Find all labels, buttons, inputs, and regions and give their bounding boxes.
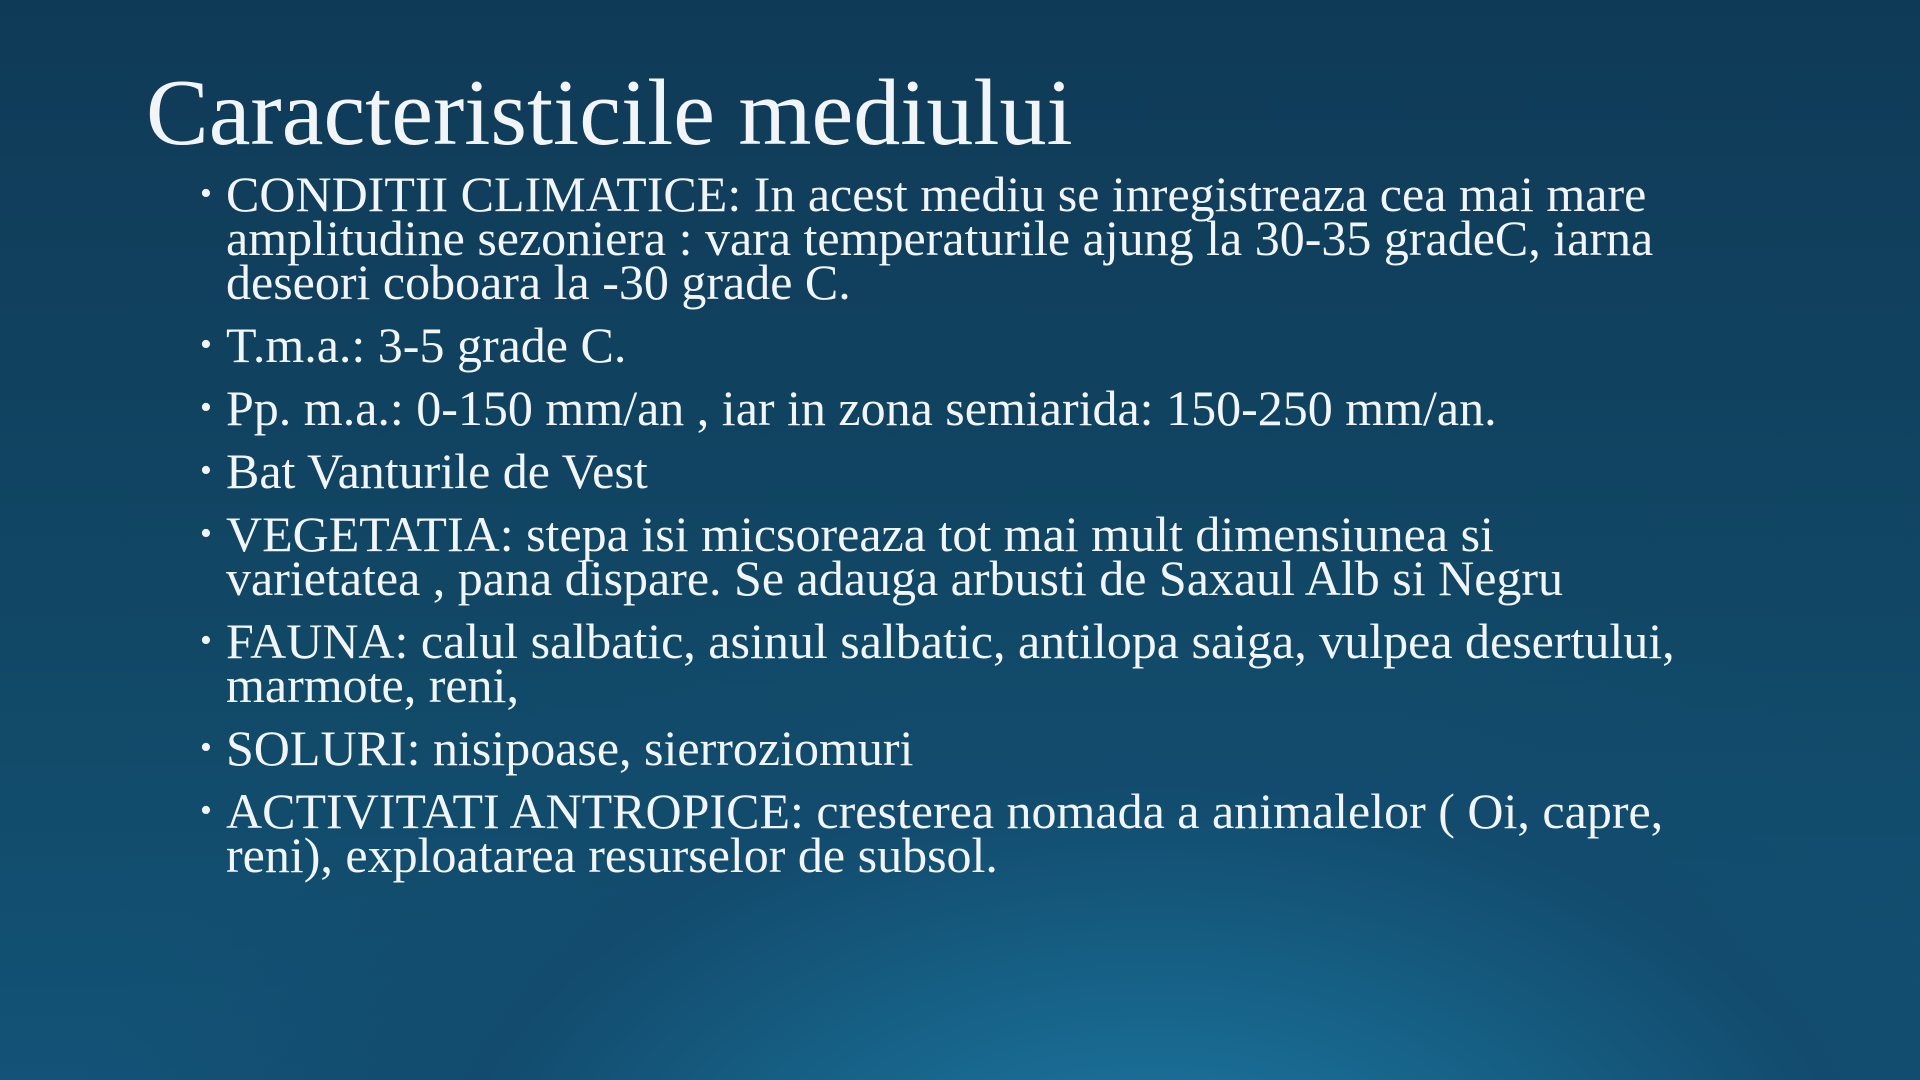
bullet-text-line: FAUNA: calul salbatic, asinul salbatic, antilopa saiga, vulpea desertului,: [226, 613, 1675, 669]
bullet-item: [200, 720, 1675, 776]
bullet-text-line: Bat Vanturile de Vest: [226, 443, 648, 499]
bullet-text-line: T.m.a.: 3-5 grade C.: [226, 317, 627, 373]
bullet-item: [200, 613, 1675, 713]
bullet-item: [200, 443, 1675, 499]
bullet-dot-icon: •: [200, 622, 212, 659]
bullet-text-line: ACTIVITATI ANTROPICE: cresterea nomada a animalelor ( Oi, capre,: [226, 783, 1664, 839]
bullet-item: [200, 380, 1675, 436]
bullet-item: [200, 317, 1675, 373]
bullet-item: [200, 506, 1675, 606]
bullet-text-line: CONDITII CLIMATICE: In acest mediu se inregistreaza cea mai mare: [226, 166, 1647, 222]
slide-title: Caracteristicile mediului: [146, 61, 1073, 165]
bullet-dot-icon: •: [200, 175, 212, 212]
bullet-item: [200, 166, 1675, 310]
bullet-text-line: varietatea , pana dispare. Se adauga arbusti de Saxaul Alb si Negru: [226, 550, 1564, 606]
bullet-dot-icon: •: [200, 389, 212, 426]
bullet-text-line: Pp. m.a.: 0-150 mm/an , iar in zona semiarida: 150-250 mm/an.: [226, 380, 1497, 436]
bullet-dot-icon: •: [200, 326, 212, 363]
bullet-text-line: SOLURI: nisipoase, sierroziomuri: [226, 720, 914, 776]
bullet-text-line: amplitudine sezoniera : vara temperaturile ajung la 30-35 gradeC, iarna: [226, 210, 1654, 266]
bullet-dot-icon: •: [200, 792, 212, 829]
bullet-text-line: marmote, reni,: [226, 657, 519, 713]
bullet-dot-icon: •: [200, 729, 212, 766]
bullet-text-line: VEGETATIA: stepa isi micsoreaza tot mai mult dimensiunea si: [226, 506, 1494, 562]
bullet-text-line: reni), exploatarea resurselor de subsol.: [226, 827, 998, 883]
bullet-dot-icon: •: [200, 452, 212, 489]
bullet-dot-icon: •: [200, 515, 212, 552]
bullet-list: [200, 166, 1675, 896]
bullet-item: [200, 783, 1675, 883]
bullet-text-line: deseori coboara la -30 grade C.: [226, 254, 851, 310]
